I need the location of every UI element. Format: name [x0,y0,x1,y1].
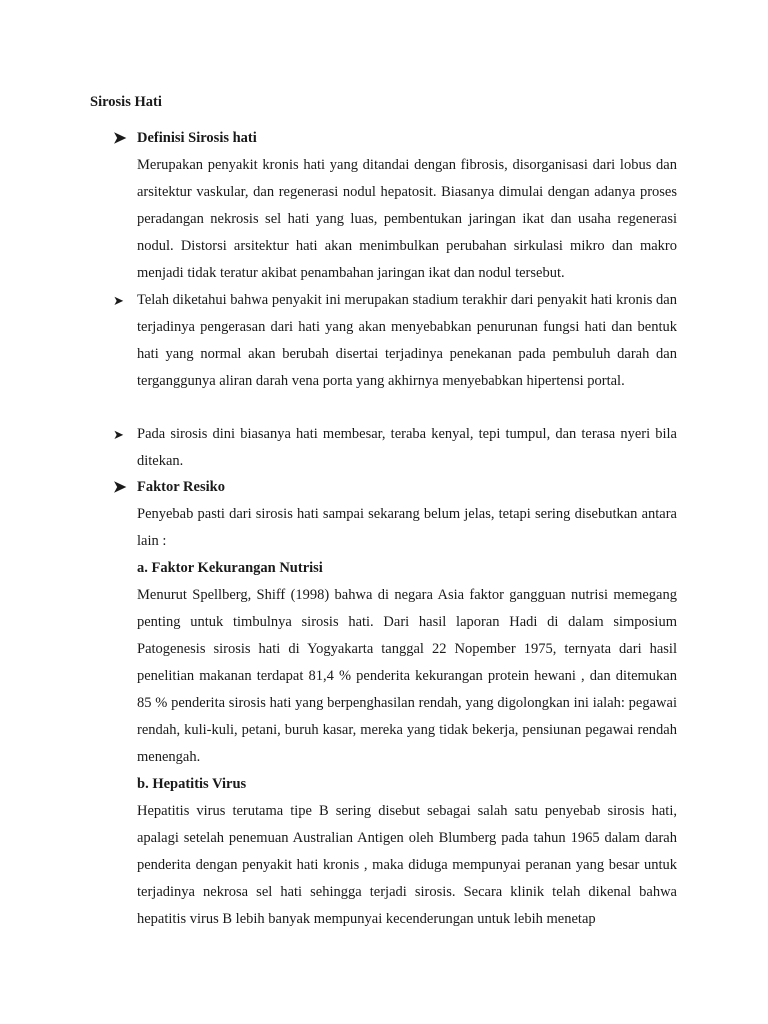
arrow-bullet-icon: ➤ [113,293,124,308]
arrow-bullet-icon: ➤ [113,479,127,496]
document-title: Sirosis Hati [90,94,162,110]
nutrition-paragraph: Menurut Spellberg, Shiff (1998) bahwa di negara Asia faktor gangguan nutrisi memegang penting untuk timbulnya sirosis hati. Dari hasil laporan Hadi di dalam simposium Patogenesis sirosis hati di Yogyakarta tanggal 22 Nopember 1975, ternyata dari hasil penelitian makanan terdapat 81,4 % penderita kekurangan protein hewani , dan ditemukan 85 % penderita sirosis hati yang berpenghasilan rendah, yang digolongkan ini ialah: pegawai rendah, kuli-kuli, petani, buruh kasar, mereka yang tidak bekerja, pensiunan pegawai rendah menengah. [137,587,677,765]
risk-intro-paragraph: Penyebab pasti dari sirosis hati sampai sekarang belum jelas, tetapi sering disebutkan antara lain : [137,506,677,549]
early-cirrhosis-paragraph: Pada sirosis dini biasanya hati membesar, teraba kenyal, tepi tumpul, dan terasa nyeri bila ditekan. [137,426,677,469]
risk-heading: Faktor Resiko [137,479,225,495]
stadium-paragraph: Telah diketahui bahwa penyakit ini merupakan stadium terakhir dari penyakit hati kronis dan terjadinya pengerasan dari hati yang akan menyebabkan penurunan fungsi hati dan bentuk hati yang normal akan berubah disertai terjadinya penekanan pada pembuluh darah dan terganggunya aliran darah vena porta yang akhirnya menyebabkan hipertensi portal. [137,292,677,389]
nutrition-heading: a. Faktor Kekurangan Nutrisi [137,560,323,576]
section-definition [113,125,677,287]
arrow-bullet-icon: ➤ [113,427,124,442]
definition-heading: Definisi Sirosis hati [137,130,257,146]
definition-paragraph: Merupakan penyakit kronis hati yang ditandai dengan fibrosis, disorganisasi dari lobus dan arsitektur vaskular, dan regenerasi nodul hepatosit. Biasanya dimulai dengan adanya proses peradangan nekrosis sel hati yang luas, pembentukan jaringan ikat dan usaha regenerasi nodul. Distorsi arsitektur hati akan menimbulkan perubahan sirkulasi mikro dan makro menjadi tidak teratur akibat penambahan jaringan ikat dan nodul tersebut. [137,157,677,281]
hepatitis-paragraph: Hepatitis virus terutama tipe B sering disebut sebagai salah satu penyebab sirosis hati, apalagi setelah penemuan Australian Antigen oleh Blumberg pada tahun 1965 dalam darah penderita dengan penyakit hati kronis , maka diduga mempunyai peranan yang besar untuk terjadinya nekrosa sel hati sehingga terjadi sirosis. Secara klinik telah dikenal bahwa hepatitis virus B lebih banyak mempunyai kecenderungan untuk lebih menetap [137,803,677,927]
arrow-bullet-icon: ➤ [113,130,127,147]
section-risk-factors [113,474,677,933]
section-early-cirrhosis [113,421,677,475]
hepatitis-heading: b. Hepatitis Virus [137,776,247,792]
section-stadium [113,287,677,395]
